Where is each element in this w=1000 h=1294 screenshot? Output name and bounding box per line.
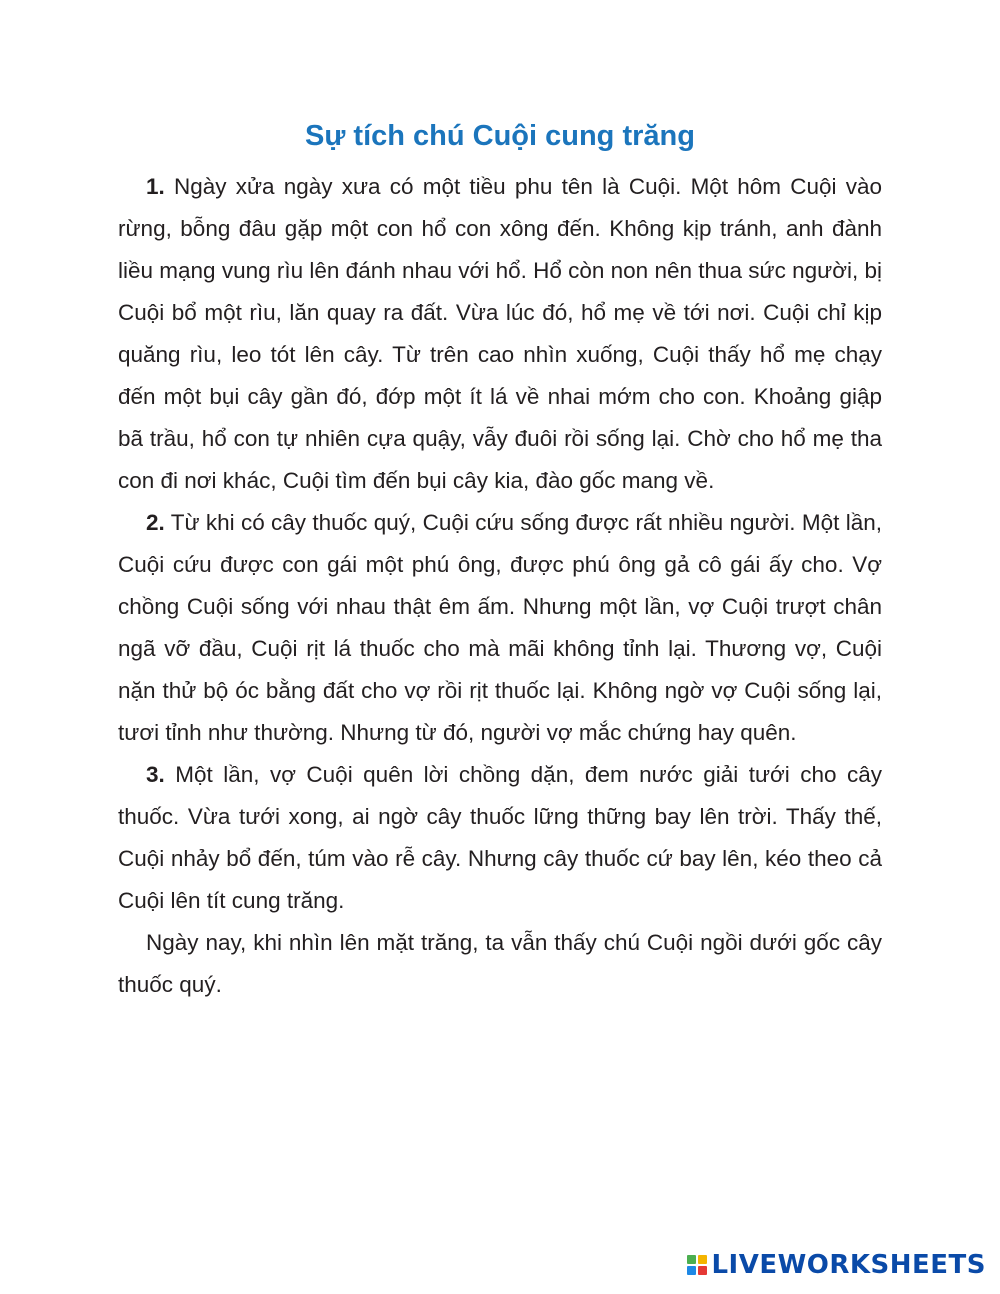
logo-block-v (687, 1266, 696, 1275)
logo-block-i (698, 1255, 707, 1264)
paragraph-text: Ngày nay, khi nhìn lên mặt trăng, ta vẫn thấy chú Cuội ngồi dưới gốc cây thuốc quý. (118, 930, 882, 997)
page-title: Sự tích chú Cuội cung trăng (305, 120, 695, 152)
paragraph-number: 1. (146, 174, 165, 199)
paragraph-2 (118, 502, 882, 754)
logo-blocks-icon (687, 1255, 707, 1275)
brand-name: LIVEWORKSHEETS (711, 1250, 986, 1280)
paragraph-1 (118, 166, 882, 502)
logo-block-l (687, 1255, 696, 1264)
paragraph-number: 3. (146, 762, 165, 787)
story-body (118, 166, 882, 1006)
paragraph-text: Ngày xửa ngày xưa có một tiều phu tên là Cuội. Một hôm Cuội vào rừng, bỗng đâu gặp một con hổ con xông đến. Không kịp tránh, anh đành liều mạng vung rìu lên đánh nhau với hổ. Hổ còn non nên thua sức người, bị Cuội bổ một rìu, lăn quay ra đất. Vừa lúc đó, hổ mẹ về tới nơi. Cuội chỉ kịp quăng rìu, leo tót lên cây. Từ trên cao nhìn xuống, Cuội thấy hổ mẹ chạy đến một bụi cây gần đó, đớp một ít lá về nhai mớm cho con. Khoảng giập bã trầu, hổ con tự nhiên cựa quậy, vẫy đuôi rồi sống lại. Chờ cho hổ mẹ tha con đi nơi khác, Cuội tìm đến bụi cây kia, đào gốc mang về. (118, 174, 882, 493)
paragraph-3 (118, 754, 882, 922)
paragraph-text: Từ khi có cây thuốc quý, Cuội cứu sống được rất nhiều người. Một lần, Cuội cứu được con gái một phú ông, được phú ông gả cô gái ấy cho. Vợ chồng Cuội sống với nhau thật êm ấm. Nhưng một lần, vợ Cuội trượt chân ngã vỡ đầu, Cuội rịt lá thuốc cho mà mãi không tỉnh lại. Thương vợ, Cuội nặn thử bộ óc bằng đất cho vợ rồi rịt thuốc lại. Không ngờ vợ Cuội sống lại, tươi tỉnh như thường. Nhưng từ đó, người vợ mắc chứng hay quên. (118, 510, 882, 745)
logo-block-e (698, 1266, 707, 1275)
liveworksheets-logo[interactable] (687, 1250, 986, 1280)
paragraph-number: 2. (146, 510, 165, 535)
paragraph-text: Một lần, vợ Cuội quên lời chồng dặn, đem nước giải tưới cho cây thuốc. Vừa tưới xong, ai ngờ cây thuốc lững thững bay lên trời. Thấy thế, Cuội nhảy bổ đến, túm vào rễ cây. Nhưng cây thuốc cứ bay lên, kéo theo cả Cuội lên tít cung trăng. (118, 762, 882, 913)
paragraph-conclusion (118, 922, 882, 1006)
